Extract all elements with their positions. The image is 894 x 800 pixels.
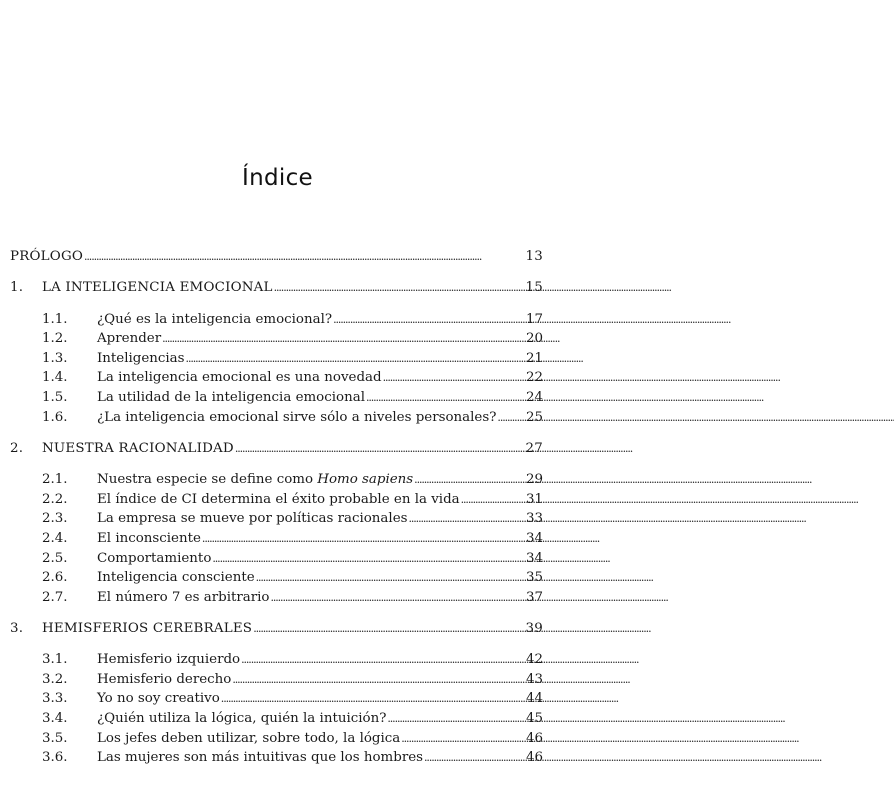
toc-entry-number: 3.4. [42,711,68,727]
toc-section-entry[interactable] [10,470,543,490]
toc-entry-title [97,549,211,569]
dot-leader [414,470,504,490]
toc-entry-number: 1.3. [42,350,68,366]
toc-section-entry[interactable] [10,729,543,749]
dot-leader [461,490,504,510]
toc-page-number: 46 [525,730,543,746]
dot-leader [401,729,504,749]
toc-entry-number: 1.6. [42,409,68,425]
toc-entry-title-text: HEMISFERIOS CEREBRALES [42,620,253,636]
toc-entry-number: 2.1. [42,472,68,488]
toc-page-number: 39 [525,620,543,636]
dot-leader [256,568,504,588]
toc-entry-title [97,729,400,749]
toc-entry-title [97,650,240,670]
toc-entry-title [97,529,201,549]
toc-entry-title [97,490,460,510]
toc-entry-number: 2.6. [42,570,68,586]
toc-entry-title-text: La utilidad de la inteligencia emocional [97,389,365,405]
toc-entry-number: 2.3. [42,511,68,527]
dot-leader [202,529,504,549]
toc-entry-title [42,439,234,459]
dot-leader [333,310,504,330]
toc-entry-title [97,588,269,608]
toc-entry-title [97,689,220,709]
toc-entry-number: 3.1. [42,652,68,668]
toc-entry-number: 3.6. [42,750,68,766]
toc-entry-title-text: El inconsciente [97,530,201,546]
toc-entry-title-text: La empresa se mueve por políticas racionales [97,511,408,527]
toc-entry-number: 3.2. [42,671,68,687]
toc-section-entry[interactable] [10,310,543,330]
toc-section-entry[interactable] [10,650,543,670]
toc-page-number: 25 [525,409,543,425]
toc-entry-title [97,709,386,729]
toc-section-entry[interactable] [10,670,543,690]
toc-entry-title-text: Nuestra especie se define como [97,472,318,488]
toc-entry-number: 3. [10,620,24,636]
toc-entry-number: 1.1. [42,311,68,327]
dot-leader [241,650,504,670]
toc-page-number: 43 [525,671,543,687]
toc-page-number: 45 [525,711,543,727]
dot-leader [232,670,504,690]
toc-entry-title [97,310,332,330]
toc-entry-title-text: Hemisferio izquierdo [97,652,241,668]
toc-entry-number: 2.4. [42,530,68,546]
toc-page-number: 31 [525,491,543,507]
dot-leader [497,408,504,428]
toc-entry-title [97,670,231,690]
toc-section-entry[interactable] [10,509,543,529]
toc-page-number: 17 [525,311,543,327]
toc-entry-title [97,388,365,408]
toc-entry-number: 2. [10,440,24,456]
toc-page-number: 20 [525,331,543,347]
toc-section-entry[interactable] [10,549,543,569]
toc-page-number: 34 [525,530,543,546]
toc-page-number: 13 [525,249,543,264]
toc-page-number: 29 [525,472,543,488]
toc-section-entry[interactable] [10,368,543,388]
toc-section-entry[interactable] [10,568,543,588]
toc-section-entry[interactable] [10,689,543,709]
toc-entry-title-text: NUESTRA RACIONALIDAD [42,440,234,456]
toc-page-number: 21 [525,350,543,366]
toc-entry-number: 2.2. [42,491,68,507]
toc-entry-title [42,619,252,639]
toc-entry-number: 3.5. [42,730,68,746]
toc-chapter-entry[interactable] [10,247,543,267]
toc-entry-title [97,368,382,388]
page-title: Índice [242,165,313,191]
toc-page-number: 37 [525,589,543,605]
toc-entry-title-text: ¿La inteligencia emocional sirve sólo a niveles personales? [97,409,497,425]
toc-entry-title-text: Inteligencia consciente [97,570,255,586]
table-of-contents [10,247,543,768]
toc-entry-title-text: El índice de CI determina el éxito probable en la vida [97,491,460,507]
dot-leader [424,748,504,768]
toc-page-number: 15 [525,279,543,295]
toc-section-entry[interactable] [10,748,543,768]
toc-entry-title [97,408,496,428]
toc-entry-title-text: Aprender [97,331,162,347]
toc-entry-title [97,748,423,768]
toc-section-entry[interactable] [10,408,543,428]
toc-entry-title-text: Los jefes deben utilizar, sobre todo, la lógica [97,730,401,746]
toc-section-entry[interactable] [10,588,543,608]
toc-entry-title [97,509,408,529]
dot-leader [383,368,504,388]
toc-section-entry[interactable] [10,329,543,349]
dot-leader [212,549,504,569]
toc-entry-title-text: La inteligencia emocional es una novedad [97,370,382,386]
dot-leader [409,509,505,529]
toc-entry-title-italic: Homo sapiens [317,472,414,488]
toc-entry-title-text: ¿Quién utiliza la lógica, quién la intuición? [97,711,387,727]
toc-page-number: 34 [525,550,543,566]
dot-leader [221,689,504,709]
toc-entry-title [10,247,83,267]
toc-chapter-entry[interactable] [10,278,543,298]
dot-leader [253,619,504,639]
dot-leader [366,388,504,408]
toc-section-entry[interactable] [10,709,543,729]
toc-page-number: 27 [525,440,543,456]
toc-entry-title-text: El número 7 es arbitrario [97,589,270,605]
toc-entry-number: 1.4. [42,370,68,386]
toc-entry-number: 1. [10,279,24,295]
dot-leader [162,329,504,349]
toc-section-entry[interactable] [10,349,543,369]
dot-leader [84,247,504,267]
toc-entry-title [97,329,161,349]
dot-leader [387,709,504,729]
toc-entry-title-text: ¿Qué es la inteligencia emocional? [97,311,333,327]
toc-page-number: 44 [525,691,543,707]
toc-section-entry[interactable] [10,529,543,549]
toc-chapter-entry[interactable] [10,439,543,459]
toc-entry-title-text: Las mujeres son más intuitivas que los hombres [97,750,424,766]
toc-chapter-entry[interactable] [10,619,543,639]
toc-page-number: 22 [525,370,543,386]
dot-leader [274,278,504,298]
toc-entry-title-text: Hemisferio derecho [97,671,232,687]
toc-entry-number: 2.5. [42,550,68,566]
toc-section-entry[interactable] [10,388,543,408]
dot-leader [270,588,504,608]
toc-entry-title-text: PRÓLOGO [10,249,84,264]
toc-entry-title-text: LA INTELIGENCIA EMOCIONAL [42,279,273,295]
toc-entry-title [97,470,413,490]
dot-leader [235,439,504,459]
toc-entry-title-text: Yo no soy creativo [97,691,220,707]
toc-page-number: 33 [525,511,543,527]
toc-entry-number: 1.5. [42,389,68,405]
toc-entry-title-text: Comportamiento [97,550,212,566]
toc-page-number: 42 [525,652,543,668]
toc-entry-number: 2.7. [42,589,68,605]
toc-page-number: 24 [525,389,543,405]
toc-entry-title [97,568,255,588]
toc-entry-title-text: Inteligencias [97,350,185,366]
toc-section-entry[interactable] [10,490,543,510]
toc-entry-title [42,278,273,298]
dot-leader [186,349,504,369]
toc-page-number: 46 [525,750,543,766]
toc-entry-number: 3.3. [42,691,68,707]
toc-page-number: 35 [525,570,543,586]
toc-entry-number: 1.2. [42,331,68,347]
toc-entry-title [97,349,185,369]
